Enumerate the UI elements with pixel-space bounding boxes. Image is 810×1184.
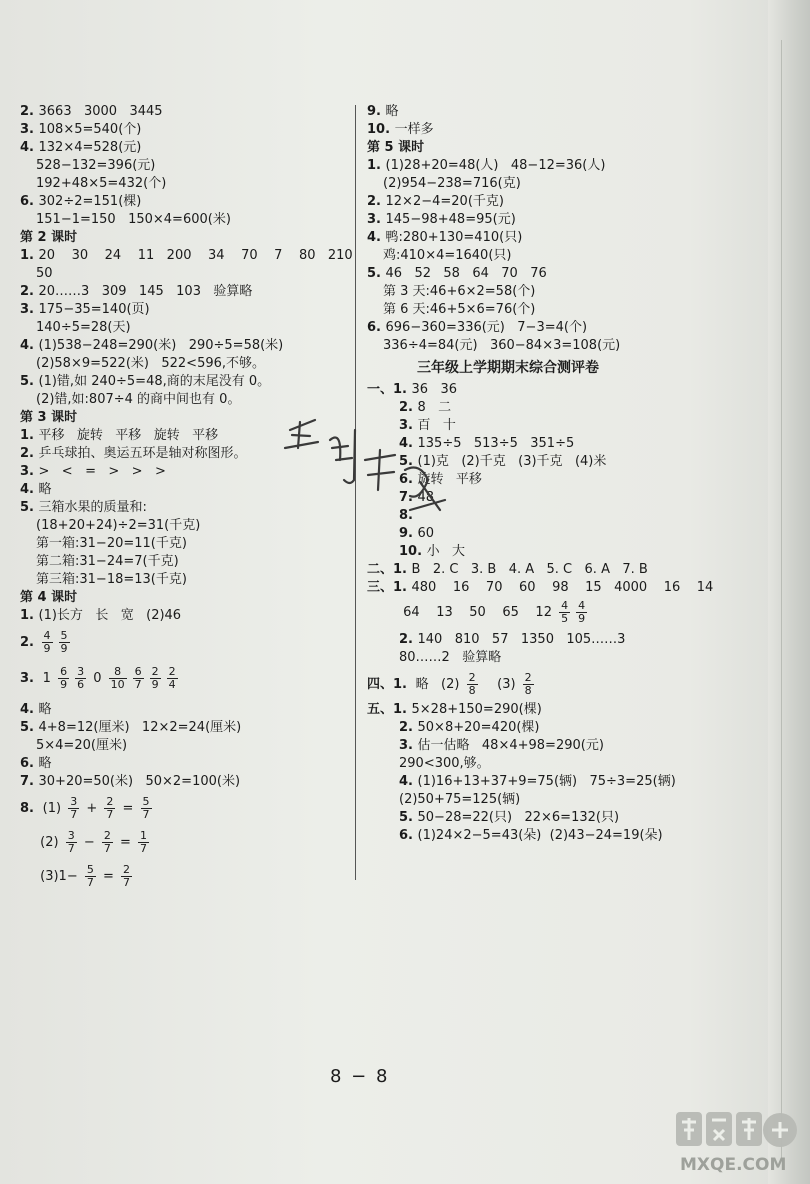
question-number: 一、1. bbox=[367, 382, 412, 397]
left-answer-line bbox=[36, 212, 231, 228]
answer-text: 36 36 bbox=[411, 382, 457, 397]
answer-text: 小 大 bbox=[426, 544, 465, 559]
answer-text: 第 3 天:46+6×2=58(个) bbox=[383, 284, 536, 299]
right-answer-line bbox=[367, 320, 587, 336]
answer-text: (1)错,如 240÷5=48,商的末尾没有 0。 bbox=[38, 374, 271, 389]
answer-text: 第一箱:31−20=11(千克) bbox=[36, 536, 187, 551]
fraction: $\frac{6}{9}$ bbox=[60, 665, 68, 691]
question-number: 4. bbox=[399, 774, 418, 789]
answer-text: 145−98+48=95(元) bbox=[385, 212, 516, 227]
answer-text: (1)长方 长 宽 (2)46 bbox=[38, 608, 182, 623]
left-answer-line bbox=[36, 356, 265, 372]
right-answer-line bbox=[399, 632, 625, 648]
question-number: 2. bbox=[399, 400, 418, 415]
question-number: 9. bbox=[367, 104, 386, 119]
right-answer-line bbox=[399, 792, 520, 808]
left-answer-line bbox=[36, 392, 240, 408]
question-number: 3. bbox=[20, 302, 39, 317]
left-answer-line bbox=[36, 266, 53, 282]
answer-text: (1)克 (2)千克 (3)千克 (4)米 bbox=[417, 454, 607, 469]
question-number: 10. bbox=[367, 122, 395, 137]
answer-text: 80……2 验算略 bbox=[399, 650, 502, 665]
left-answer-line bbox=[20, 666, 181, 692]
answer-text: 0 bbox=[89, 671, 106, 686]
left-answer-line bbox=[20, 140, 141, 156]
right-answer-line bbox=[367, 212, 516, 228]
answer-text: 1 bbox=[38, 671, 56, 686]
question-number: 二、1. bbox=[367, 562, 412, 577]
fraction: $\frac{2}{8}$ bbox=[468, 671, 476, 697]
answer-text: 略 bbox=[38, 482, 52, 497]
question-number: 2. bbox=[20, 284, 39, 299]
right-answer-line bbox=[367, 230, 522, 246]
right-answer-line bbox=[399, 756, 490, 772]
page-binding-edge bbox=[768, 0, 810, 1184]
watermark-text: MXQE.COM bbox=[680, 1155, 787, 1175]
answer-text: 一样多 bbox=[394, 122, 434, 137]
question-number: 四、1. bbox=[367, 677, 412, 692]
answer-text: 三箱水果的质量和: bbox=[38, 500, 147, 515]
question-number: 3. bbox=[367, 212, 386, 227]
answer-text: 8 二 bbox=[417, 400, 452, 415]
left-answer-line bbox=[20, 756, 52, 772]
answer-text: (2)58×9=522(米) 522<596,不够。 bbox=[36, 356, 266, 371]
right-answer-line bbox=[367, 266, 547, 282]
question-number: 4. bbox=[20, 702, 39, 717]
answer-text: 50×8+20=420(棵) bbox=[417, 720, 540, 735]
question-number: 3. bbox=[20, 122, 39, 137]
question-number: 7. bbox=[20, 774, 39, 789]
answer-text: 528−132=396(元) bbox=[36, 158, 156, 173]
answer-text: (2)50+75=125(辆) bbox=[399, 792, 521, 807]
left-answer-line bbox=[20, 630, 73, 656]
answer-text: = bbox=[118, 801, 138, 816]
answer-text: 略 bbox=[38, 756, 52, 771]
answer-text: 略 bbox=[38, 702, 52, 717]
right-answer-line bbox=[367, 672, 537, 698]
left-answer-line bbox=[20, 702, 52, 718]
exam-title: 三年级上学期期末综合测评卷 bbox=[417, 360, 599, 376]
question-number: 1. bbox=[367, 158, 386, 173]
right-answer-line bbox=[383, 302, 535, 318]
fraction: $\frac{4}{9}$ bbox=[43, 629, 51, 655]
fraction: $\frac{2}{7}$ bbox=[106, 795, 114, 821]
right-answer-line bbox=[367, 562, 648, 578]
answer-text: 46 52 58 64 70 76 bbox=[385, 266, 547, 281]
answer-text: 20……3 309 145 103 验算略 bbox=[38, 284, 253, 299]
left-answer-line bbox=[20, 302, 150, 318]
left-answer-line bbox=[36, 536, 187, 552]
right-answer-line bbox=[383, 284, 535, 300]
fraction: $\frac{4}{5}$ bbox=[561, 599, 569, 625]
question-number: 10. bbox=[399, 544, 427, 559]
question-number: 2. bbox=[20, 104, 39, 119]
answer-text: (1)24×2−5=43(朵) (2)43−24=19(朵) bbox=[417, 828, 663, 843]
answer-text: (3) bbox=[480, 677, 520, 692]
question-number: 9. bbox=[399, 526, 418, 541]
question-number: 6. bbox=[399, 828, 418, 843]
answer-text: 480 16 70 60 98 15 4000 16 14 bbox=[411, 580, 714, 595]
answer-text: 140÷5=28(天) bbox=[36, 320, 131, 335]
left-answer-line bbox=[36, 554, 179, 570]
fraction: $\frac{2}{9}$ bbox=[151, 665, 159, 691]
right-answer-line bbox=[399, 828, 663, 844]
left-answer-line bbox=[20, 338, 283, 354]
left-answer-line bbox=[36, 158, 155, 174]
question-number: 7. bbox=[399, 490, 418, 505]
left-answer-line bbox=[36, 176, 166, 192]
left-answer-line bbox=[20, 428, 218, 444]
answer-text: (2) bbox=[36, 835, 63, 850]
answer-text: 140 810 57 1350 105……3 bbox=[417, 632, 626, 647]
left-answer-line bbox=[20, 500, 147, 516]
question-number: 5. bbox=[20, 500, 39, 515]
right-answer-line bbox=[399, 774, 676, 790]
fraction: $\frac{4}{9}$ bbox=[578, 599, 586, 625]
question-number: 6. bbox=[367, 320, 386, 335]
right-answer-line bbox=[367, 702, 542, 718]
left-answer-line bbox=[20, 608, 181, 624]
answer-text: 鸡:410×4=1640(只) bbox=[383, 248, 512, 263]
question-number: 3. bbox=[20, 464, 39, 479]
section-heading: 第 2 课时 bbox=[20, 230, 78, 245]
question-number: 3. bbox=[20, 671, 39, 686]
answer-text: 估一估略 48×4+98=290(元) bbox=[417, 738, 604, 753]
question-number: 3. bbox=[399, 738, 418, 753]
question-number: 6. bbox=[20, 194, 39, 209]
answer-text: 5×28+150=290(棵) bbox=[411, 702, 542, 717]
left-answer-line bbox=[36, 830, 152, 856]
question-number: 2. bbox=[20, 446, 39, 461]
question-number: 8. bbox=[20, 801, 39, 816]
question-number: 1. bbox=[20, 248, 39, 263]
left-answer-line bbox=[20, 194, 141, 210]
left-answer-line bbox=[20, 796, 155, 822]
right-answer-line bbox=[367, 104, 399, 120]
answer-text: 5×4=20(厘米) bbox=[36, 738, 128, 753]
question-number: 2. bbox=[20, 635, 39, 650]
answer-text: 64 13 50 65 12 bbox=[399, 605, 557, 620]
question-number: 5. bbox=[367, 266, 386, 281]
answer-text: 336÷4=84(元) 360−84×3=108(元) bbox=[383, 338, 621, 353]
fraction: $\frac{3}{7}$ bbox=[67, 829, 75, 855]
fraction: $\frac{2}{7}$ bbox=[123, 863, 131, 889]
question-number: 5. bbox=[20, 720, 39, 735]
answer-text: 48 bbox=[417, 490, 435, 505]
answer-text: 135÷5 513÷5 351÷5 bbox=[417, 436, 575, 451]
question-number: 4. bbox=[20, 482, 39, 497]
left-answer-line bbox=[20, 248, 353, 264]
fraction: $\frac{3}{7}$ bbox=[70, 795, 78, 821]
section-heading: 第 5 课时 bbox=[367, 140, 425, 155]
answer-text: 50−28=22(只) 22×6=132(只) bbox=[417, 810, 620, 825]
right-answer-line bbox=[383, 338, 620, 354]
section-heading: 第 3 课时 bbox=[20, 410, 78, 425]
answer-text: (18+20+24)÷2=31(千克) bbox=[36, 518, 201, 533]
answer-text: 302÷2=151(棵) bbox=[38, 194, 142, 209]
page-number: 8 − 8 bbox=[330, 1066, 390, 1087]
question-number: 5. bbox=[399, 454, 418, 469]
answer-text: 略 bbox=[385, 104, 399, 119]
question-number: 2. bbox=[399, 720, 418, 735]
left-answer-line bbox=[20, 104, 163, 120]
answer-text: (1) bbox=[38, 801, 66, 816]
right-answer-line bbox=[367, 580, 713, 596]
answer-text: 20 30 24 11 200 34 70 7 80 210 bbox=[38, 248, 353, 263]
answer-text: (2)954−238=716(克) bbox=[383, 176, 521, 191]
left-answer-line bbox=[20, 720, 241, 736]
left-answer-line bbox=[36, 864, 135, 890]
answer-text: 132×4=528(元) bbox=[38, 140, 142, 155]
answer-text: 108×5=540(个) bbox=[38, 122, 142, 137]
right-answer-line bbox=[383, 176, 521, 192]
answer-text: (1)28+20=48(人) 48−12=36(人) bbox=[385, 158, 606, 173]
answer-text: 290<300,够。 bbox=[399, 756, 490, 771]
right-answer-line bbox=[399, 810, 619, 826]
question-number: 三、1. bbox=[367, 580, 412, 595]
answer-text: 175−35=140(页) bbox=[38, 302, 150, 317]
right-answer-line bbox=[367, 382, 457, 398]
left-answer-line bbox=[20, 284, 252, 300]
fraction: $\frac{3}{6}$ bbox=[77, 665, 85, 691]
answer-text: = bbox=[115, 835, 136, 850]
left-answer-line bbox=[36, 738, 127, 754]
answer-text: 192+48×5=432(个) bbox=[36, 176, 167, 191]
question-number: 5. bbox=[399, 810, 418, 825]
answer-text: + bbox=[82, 801, 102, 816]
fraction: $\frac{1}{7}$ bbox=[140, 829, 148, 855]
answer-text: 第二箱:31−24=7(千克) bbox=[36, 554, 179, 569]
question-number: 1. bbox=[20, 428, 39, 443]
question-number: 4. bbox=[20, 140, 39, 155]
answer-text: 鸭:280+130=410(只) bbox=[385, 230, 523, 245]
answer-text: 平移 旋转 平移 旋转 平移 bbox=[38, 428, 219, 443]
left-answer-line bbox=[20, 464, 166, 480]
answer-text: 旋转 平移 bbox=[417, 472, 482, 487]
section-heading: 第 4 课时 bbox=[20, 590, 78, 605]
question-number: 1. bbox=[20, 608, 39, 623]
question-number: 4. bbox=[367, 230, 386, 245]
answer-text: 696−360=336(元) 7−3=4(个) bbox=[385, 320, 588, 335]
question-number: 3. bbox=[399, 418, 418, 433]
left-answer-line bbox=[20, 374, 270, 390]
question-number: 5. bbox=[20, 374, 39, 389]
question-number: 6. bbox=[399, 472, 418, 487]
question-number: 2. bbox=[367, 194, 386, 209]
answer-text: B 2. C 3. B 4. A 5. C 6. A 7. B bbox=[411, 562, 648, 577]
fraction: $\frac{2}{8}$ bbox=[524, 671, 532, 697]
right-answer-line bbox=[399, 600, 590, 626]
answer-text: (1)16+13+37+9=75(辆) 75÷3=25(辆) bbox=[417, 774, 676, 789]
fraction: $\frac{5}{7}$ bbox=[142, 795, 150, 821]
right-answer-line bbox=[399, 738, 604, 754]
question-number: 五、1. bbox=[367, 702, 412, 717]
answer-text: 第三箱:31−18=13(千克) bbox=[36, 572, 187, 587]
answer-text: − bbox=[79, 835, 99, 850]
answer-text: (2)错,如:807÷4 的商中间也有 0。 bbox=[36, 392, 241, 407]
answer-text: 151−1=150 150×4=600(米) bbox=[36, 212, 231, 227]
left-answer-line bbox=[36, 572, 187, 588]
answer-text: 第 6 天:46+5×6=76(个) bbox=[383, 302, 536, 317]
left-answer-line bbox=[20, 122, 141, 138]
question-number: 6. bbox=[20, 756, 39, 771]
question-number: 4. bbox=[20, 338, 39, 353]
answer-text: 3663 3000 3445 bbox=[38, 104, 163, 119]
left-answer-line bbox=[20, 482, 52, 498]
fraction: $\frac{2}{4}$ bbox=[168, 665, 176, 691]
answer-text: 12×2−4=20(千克) bbox=[385, 194, 504, 209]
answer-text: 略 (2) bbox=[411, 677, 464, 692]
fraction: $\frac{8}{10}$ bbox=[110, 665, 125, 691]
answer-text: 百 十 bbox=[417, 418, 456, 433]
answer-text: 4+8=12(厘米) 12×2=24(厘米) bbox=[38, 720, 242, 735]
answer-text: (3)1− bbox=[36, 869, 82, 884]
left-answer-line bbox=[36, 518, 200, 534]
fraction: $\frac{5}{9}$ bbox=[60, 629, 68, 655]
right-answer-line bbox=[367, 122, 434, 138]
question-number: 4. bbox=[399, 436, 418, 451]
left-answer-line bbox=[20, 446, 247, 462]
right-answer-line bbox=[399, 720, 540, 736]
handwriting-scribble bbox=[270, 400, 470, 560]
answer-text: > < = > > > bbox=[38, 464, 166, 479]
answer-text: = bbox=[98, 869, 119, 884]
fraction: $\frac{6}{7}$ bbox=[134, 665, 142, 691]
answer-text: (1)538−248=290(米) 290÷5=58(米) bbox=[38, 338, 284, 353]
left-answer-line bbox=[36, 320, 131, 336]
left-answer-line bbox=[20, 774, 240, 790]
watermark-logo bbox=[672, 1106, 802, 1178]
right-answer-line bbox=[399, 650, 501, 666]
answer-text: 60 bbox=[417, 526, 435, 541]
answer-text: 50 bbox=[36, 266, 53, 281]
fraction: $\frac{2}{7}$ bbox=[103, 829, 111, 855]
question-number: 8. bbox=[399, 508, 418, 523]
right-answer-line bbox=[383, 248, 511, 264]
answer-text: 乒乓球拍、奥运五环是轴对称图形。 bbox=[38, 446, 247, 461]
right-answer-line bbox=[367, 194, 504, 210]
question-number: 2. bbox=[399, 632, 418, 647]
fraction: $\frac{5}{7}$ bbox=[86, 863, 94, 889]
answer-text: 30+20=50(米) 50×2=100(米) bbox=[38, 774, 241, 789]
right-answer-line bbox=[367, 158, 605, 174]
